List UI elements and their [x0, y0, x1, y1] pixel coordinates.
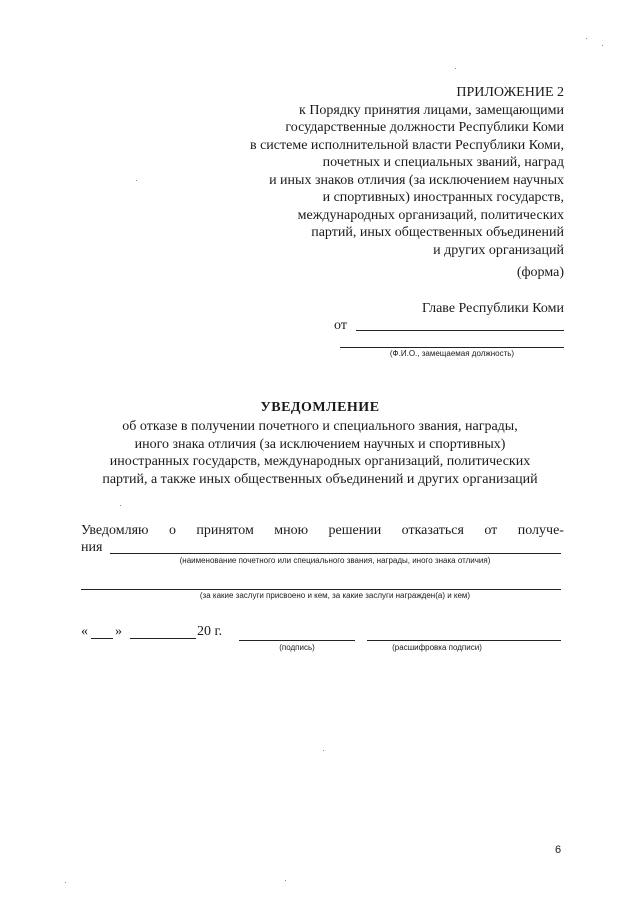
appendix-line: и других организаций [433, 242, 564, 258]
page-number: 6 [555, 844, 562, 856]
award-name-caption: (наименование почетного или специального звания, награды, иного знака отличия) [179, 556, 491, 565]
form-label: (форма) [516, 265, 564, 280]
signature-decoding-blank-line [367, 640, 561, 641]
body-word: принятом [196, 523, 254, 538]
subtitle-line: иностранных государств, международных организаций, политических [109, 454, 531, 469]
scan-speck [586, 38, 587, 39]
from-field [334, 318, 564, 336]
merits-caption: (за какие заслуги присвоено и кем, за какие заслуги награжден(а) и кем) [199, 591, 471, 600]
appendix-line: государственные должности Республики Коми [285, 120, 564, 135]
appendix-line: ПРИЛОЖЕНИЕ 2 [456, 85, 564, 100]
scan-speck [602, 45, 603, 46]
scan-speck [120, 505, 121, 506]
addressee: Главе Республики Коми [422, 301, 564, 316]
signature-caption: (подпись) [279, 643, 315, 652]
month-blank-line [130, 638, 196, 639]
notification-text-line [81, 523, 564, 539]
scan-speck [323, 750, 324, 751]
scan-speck [65, 882, 66, 883]
subtitle-line: партий, а также иных общественных объединений и других организаций [102, 471, 538, 487]
appendix-line: почетных и специальных званий, наград [322, 155, 564, 170]
line2-start: ния [81, 540, 103, 555]
merits-blank-line [81, 589, 561, 590]
signature-decoding-caption: (расшифровка подписи) [392, 643, 482, 652]
document-subtitle [70, 418, 570, 488]
body-word: о [168, 523, 176, 538]
scan-speck [455, 68, 456, 69]
quote-close: » [115, 624, 122, 639]
award-name-blank-line [110, 553, 561, 554]
subtitle-line: об отказе в получении почетного и специального звания, награды, [122, 419, 518, 434]
scan-speck [285, 880, 286, 881]
appendix-line: в системе исполнительной власти Республики Коми, [249, 137, 564, 153]
appendix-header [250, 84, 564, 259]
body-word: мною [274, 523, 309, 538]
body-word: решении [328, 523, 382, 538]
signature-row [81, 624, 561, 644]
fio-caption: (Ф.И.О., замещаемая должность) [389, 349, 515, 358]
body-word: Уведомляю [81, 523, 149, 538]
day-blank-line [91, 638, 113, 639]
appendix-line: международных организаций, политических [297, 207, 564, 223]
appendix-line: к Порядку принятия лицами, замещающими [299, 102, 564, 118]
year-label: 20 г. [197, 624, 223, 639]
body-word: отказаться [401, 523, 464, 538]
signature-blank-line [239, 640, 355, 641]
body-word: от [484, 523, 498, 538]
body-word: получе- [517, 523, 564, 538]
appendix-line: и иных знаков отличия (за исключением научных [269, 172, 564, 188]
document-title: УВЕДОМЛЕНИЕ [260, 400, 380, 415]
from-label: от [334, 318, 347, 333]
scan-speck [136, 180, 137, 181]
appendix-line: партий, иных общественных объединений [311, 225, 564, 240]
subtitle-line: иного знака отличия (за исключением научных и спортивных) [134, 436, 506, 452]
appendix-line: и спортивных) иностранных государств, [322, 190, 564, 205]
from-blank-line [356, 330, 564, 331]
fio-blank-line [340, 347, 564, 348]
quote-open: « [81, 624, 88, 639]
